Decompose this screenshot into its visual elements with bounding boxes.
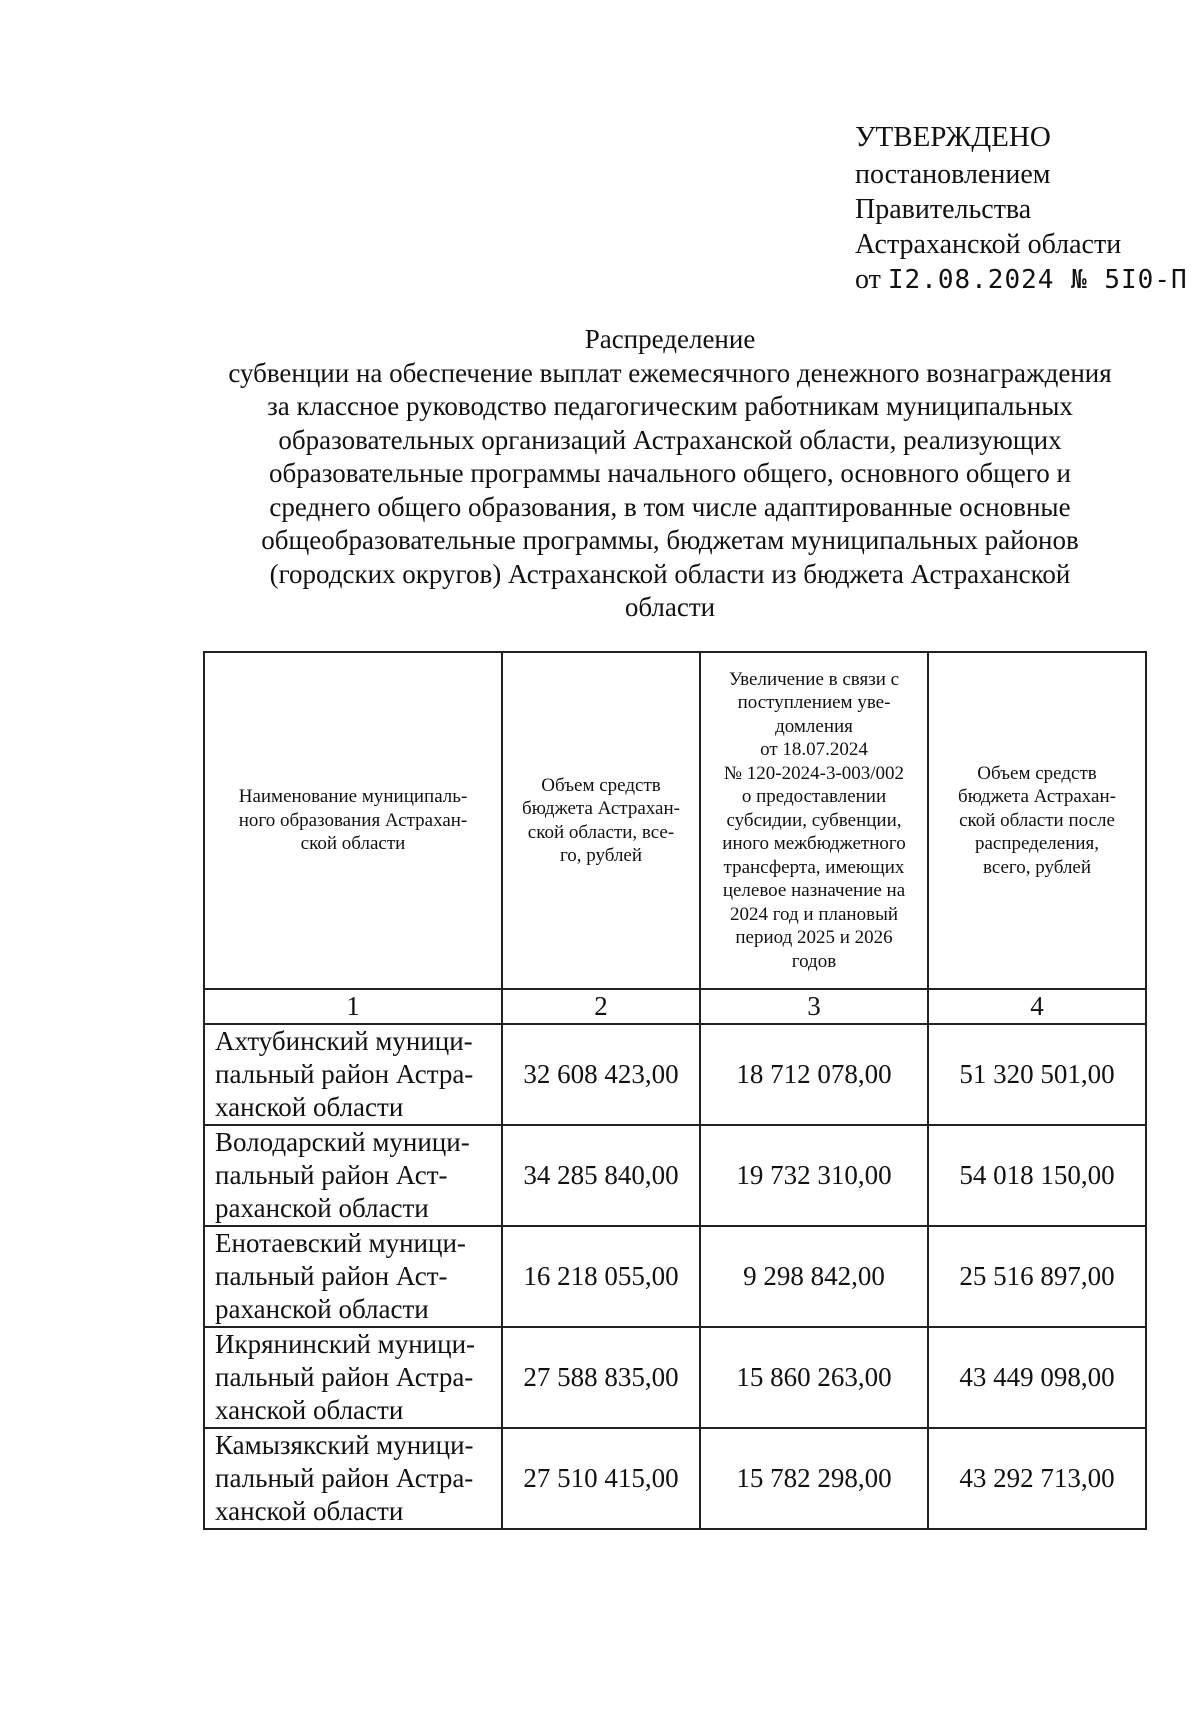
approval-heading: УТВЕРЖДЕНО [855, 121, 1051, 153]
title-line: за классное руководство педагогическим работникам муниципальных [267, 391, 1073, 421]
table-row [204, 1226, 1146, 1327]
increase-value: 15 782 298,00 [700, 1428, 928, 1529]
header-increase: Увеличение в связи с поступлением уве- домления от 18.07.2024 № 120-2024-3-003/002 о предоставлении субсидии, субвенции, иного межбюджетного трансферта, имеющих целевое назначение на 2024 год и плановый период 2025 и 2026 годов [700, 652, 928, 989]
approval-date-number: I2.08.2024 № 5I0-П [887, 265, 1188, 295]
approval-line-3: Астраханской области [855, 229, 1122, 260]
approval-line-1: постановлением [855, 159, 1051, 190]
municipality-name: Енотаевский муници- пальный район Аст- раханской области [204, 1226, 502, 1327]
municipality-name: Ахтубинский муници- пальный район Астра- ханской области [204, 1024, 502, 1125]
after-value: 43 449 098,00 [928, 1327, 1146, 1428]
distribution-table [203, 651, 1147, 1530]
total-value: 16 218 055,00 [502, 1226, 700, 1327]
table-row [204, 1428, 1146, 1529]
after-value: 25 516 897,00 [928, 1226, 1146, 1327]
table-row [204, 1024, 1146, 1125]
approval-block [855, 120, 1188, 298]
title-line: области [624, 592, 716, 622]
total-value: 27 588 835,00 [502, 1327, 700, 1428]
approval-date-prefix: от [855, 264, 881, 295]
table-row [204, 1125, 1146, 1226]
municipality-name: Володарский муници- пальный район Аст- раханской области [204, 1125, 502, 1226]
column-number-row [204, 989, 1146, 1024]
column-number: 1 [204, 989, 502, 1024]
title-line: общеобразовательные программы, бюджетам муниципальных районов [261, 525, 1079, 555]
after-value: 43 292 713,00 [928, 1428, 1146, 1529]
total-value: 32 608 423,00 [502, 1024, 700, 1125]
approval-date-line [855, 262, 1188, 298]
header-total-budget: Объем средств бюджета Астрахан- ской области, все- го, рублей [502, 652, 700, 989]
after-value: 54 018 150,00 [928, 1125, 1146, 1226]
after-value: 51 320 501,00 [928, 1024, 1146, 1125]
total-value: 27 510 415,00 [502, 1428, 700, 1529]
column-number: 4 [928, 989, 1146, 1024]
table-row [204, 1327, 1146, 1428]
document-title [190, 323, 1150, 625]
column-number: 3 [700, 989, 928, 1024]
header-after-distribution: Объем средств бюджета Астрахан- ской области после распределения, всего, рублей [928, 652, 1146, 989]
total-value: 34 285 840,00 [502, 1125, 700, 1226]
increase-value: 18 712 078,00 [700, 1024, 928, 1125]
increase-value: 9 298 842,00 [700, 1226, 928, 1327]
header-municipality: Наименование муниципаль- ного образования Астрахан- ской области [204, 652, 502, 989]
title-line: образовательные программы начального общего, основного общего и [269, 458, 1071, 488]
title-line: среднего общего образования, в том числе адаптированные основные [269, 491, 1071, 522]
increase-value: 19 732 310,00 [700, 1125, 928, 1226]
municipality-name: Икрянинский муници- пальный район Астра- ханской области [204, 1327, 502, 1428]
table-header-row [204, 652, 1146, 989]
title-line: образовательных организаций Астраханской области, реализующих [278, 424, 1062, 455]
title-line: субвенции на обеспечение выплат ежемесячного денежного вознаграждения [228, 357, 1112, 388]
column-number: 2 [502, 989, 700, 1024]
municipality-name: Камызякский муници- пальный район Астра- ханской области [204, 1428, 502, 1529]
title-line: (городских округов) Астраханской области из бюджета Астраханской [269, 558, 1071, 589]
title-line: Распределение [584, 324, 756, 354]
approval-line-2: Правительства [855, 194, 1032, 225]
increase-value: 15 860 263,00 [700, 1327, 928, 1428]
